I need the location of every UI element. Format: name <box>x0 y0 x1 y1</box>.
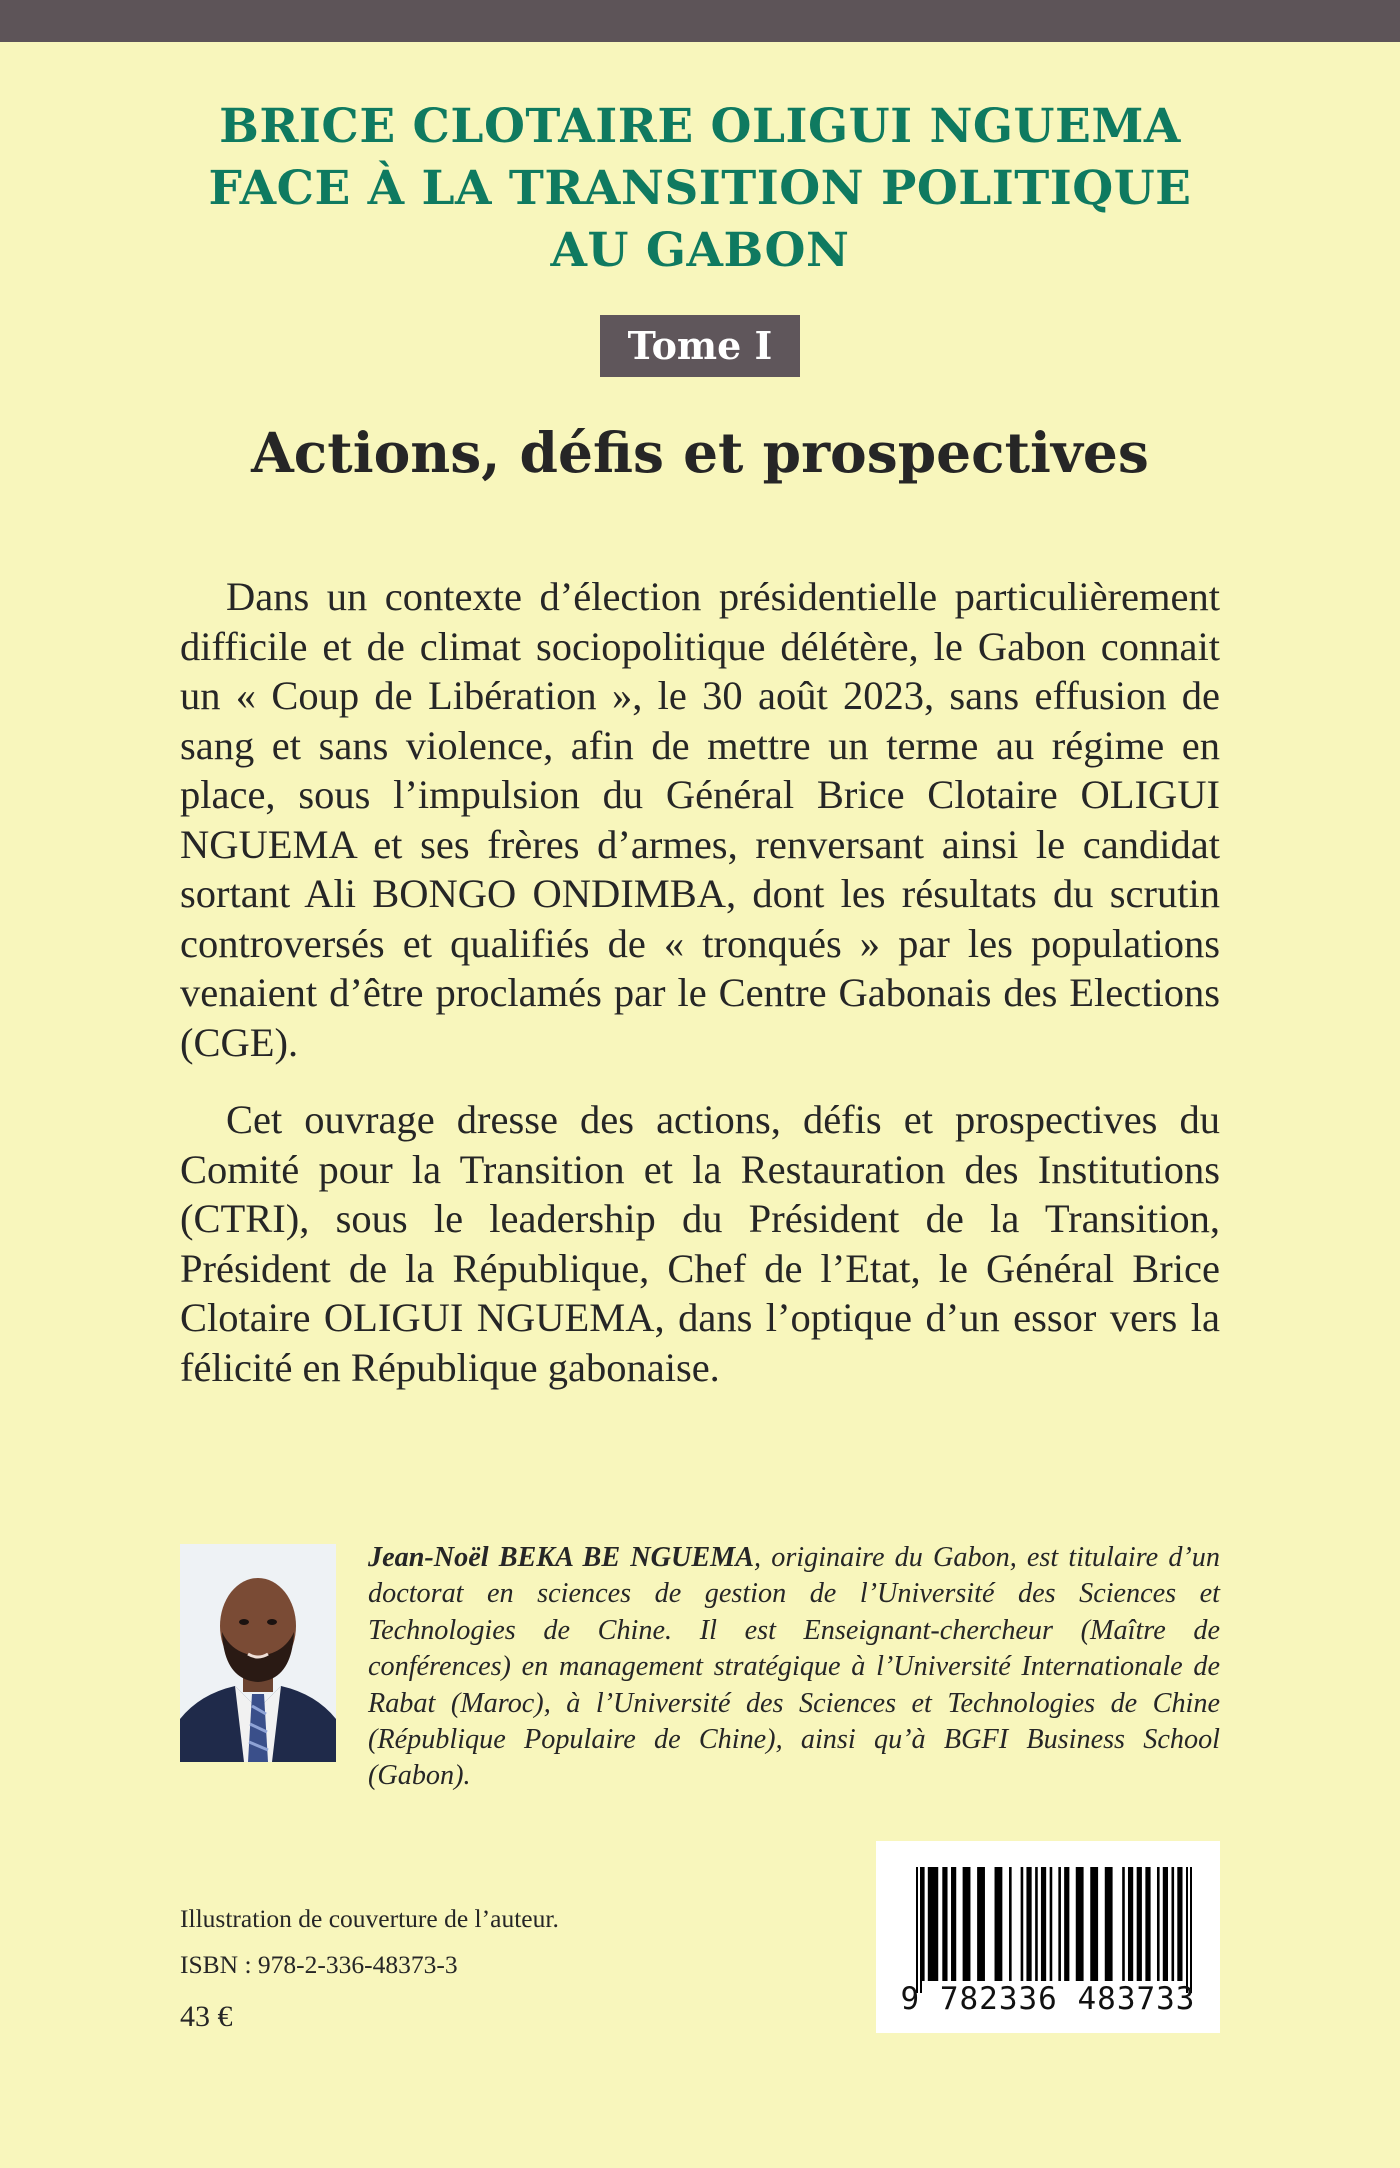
author-biography <box>368 1540 1220 1795</box>
barcode-bar <box>1122 1867 1125 1981</box>
barcode-bar <box>1041 1867 1046 1981</box>
book-title <box>0 96 1400 282</box>
tome-label: Tome I <box>600 315 800 377</box>
top-color-band <box>0 0 1400 42</box>
barcode-bar <box>1145 1867 1150 1981</box>
barcode-guard-bar <box>1186 1867 1188 1993</box>
barcode-bar <box>951 1867 956 1981</box>
barcode-bar <box>922 1867 925 1981</box>
barcode-bar <box>1064 1867 1069 1981</box>
barcode-guard-bar <box>920 1867 922 1993</box>
book-subtitle: Actions, défis et prospectives <box>251 420 1149 485</box>
author-bio-text: , originaire du Gabon, est titulaire d’un doctorat en sciences de gestion de l’Université des Sciences et Technologies de Chine. Il est Enseignant-chercheur (Maître de conférences) en management stratégique à l’Université Internationale de Rabat (Maroc), à l’Université des Sciences et Technologies de Chine (République Populaire de Chine), ainsi qu’à BGFI Business School (Gabon). <box>368 1542 1220 1792</box>
barcode-bar <box>977 1867 985 1981</box>
barcode-guard-bar <box>1190 1867 1192 1993</box>
blurb-paragraph-2: Cet ouvrage dresse des actions, défis et prospectives du Comité pour la Transition et la Restauration des Institutions (CTRI), sous le leadership du Président de la Transition, Président de la République, Chef de l’Etat, le Général Brice Clotaire OLIGUI NGUEMA, dans l’optique d’un essor vers la félicité en République gabonaise. <box>180 1097 1220 1390</box>
barcode-bar <box>1163 1867 1168 1981</box>
title-line-1: BRICE CLOTAIRE OLIGUI NGUEMA <box>219 99 1181 154</box>
isbn-barcode <box>876 1841 1220 2033</box>
barcode-bar <box>1090 1867 1098 1981</box>
barcode-bar <box>1035 1867 1038 1981</box>
back-cover-blurb <box>180 572 1220 1420</box>
barcode-bar <box>1128 1867 1133 1981</box>
barcode-bar <box>942 1867 947 1981</box>
title-line-3: AU GABON <box>550 223 850 278</box>
barcode-number: 9 782336 483733 <box>900 1981 1196 2017</box>
isbn-text: ISBN : 978-2-336-48373-3 <box>180 1950 458 1979</box>
barcode-bar <box>1157 1867 1160 1981</box>
barcode-bar <box>1026 1867 1031 1981</box>
barcode-bar <box>1050 1867 1053 1981</box>
barcode-bar <box>963 1867 971 1981</box>
barcode-bar <box>928 1867 938 1981</box>
title-line-2: FACE À LA TRANSITION POLITIQUE <box>208 161 1192 216</box>
barcode-bar <box>1171 1867 1174 1981</box>
barcode-guard-bar <box>916 1867 918 1993</box>
blurb-paragraph-1: Dans un contexte d’élection présidentielle particulièrement difficile et de climat sociopolitique délétère, le Gabon connait un « Coup de Libération », le 30 août 2023, sans effusion de sang et sans violence, afin de mettre un terme au régime en place, sous l’impulsion du Général Brice Clotaire OLIGUI NGUEMA et ses frères d’armes, renversant ainsi le candidat sortant Ali BONGO ONDIMBA, dont les résultats du scrutin controversés et qualifiés de « tronqués » par les populations venaient d’être proclamés par le Centre Gabonais des Elections (CGE). <box>180 574 1220 1065</box>
barcode-bar <box>1021 1867 1024 1981</box>
barcode-bar <box>1105 1867 1113 1981</box>
barcode-bar <box>1076 1867 1084 1981</box>
barcode-bar <box>1009 1867 1012 1981</box>
barcode-bar <box>1058 1867 1061 1981</box>
author-photo <box>180 1544 336 1762</box>
author-name: Jean-Noël BEKA BE NGUEMA <box>368 1542 755 1573</box>
barcode-bar <box>995 1867 1003 1981</box>
price-text: 43 € <box>180 2000 233 2033</box>
barcode-bar <box>1177 1867 1182 1981</box>
illustration-credit: Illustration de couverture de l’auteur. <box>180 1904 559 1933</box>
barcode-bar <box>1137 1867 1142 1981</box>
